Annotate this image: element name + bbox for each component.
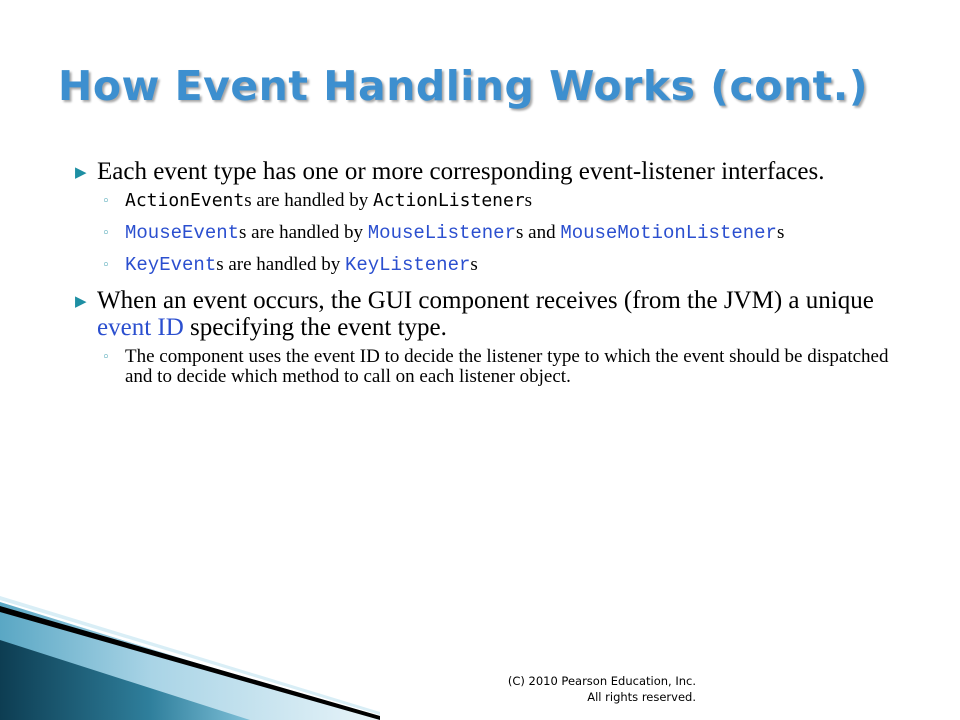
sub-bullet-dispatch [75, 347, 915, 387]
bullet-level1-event-id [75, 287, 915, 341]
ring-bullet-icon: ◦ [102, 194, 110, 209]
bullet-text: Each event type has one or more corresponding event-listener interfaces. [97, 158, 825, 185]
copyright-line: (C) 2010 Pearson Education, Inc. [507, 674, 696, 688]
sub-bullet-mouse-events [75, 223, 915, 243]
slide-title: How Event Handling Works (cont.) [58, 62, 869, 110]
sub-text: s are handled by [239, 222, 368, 243]
triangle-right-icon: ▶ [75, 163, 87, 181]
slide-content [75, 158, 915, 399]
bullet-text-post: specifying the event type. [183, 314, 447, 341]
sub-text: s [776, 222, 785, 243]
sub-text: s and [516, 222, 561, 243]
sub-bullet-key-events [75, 255, 915, 275]
sub-text: The component uses the event ID to decide the listener type to which the event should be dispatched and to decide which method to call on each listener object. [125, 346, 889, 387]
code-action-listener: ActionListener [372, 190, 525, 211]
bullet-level1-event-types [75, 158, 915, 185]
ring-bullet-icon: ◦ [102, 350, 110, 365]
ring-bullet-icon: ◦ [102, 258, 110, 273]
code-mouse-listener: MouseListener [367, 222, 516, 244]
code-key-listener: KeyListener [344, 254, 471, 276]
sub-text: s [524, 190, 533, 211]
sub-bullet-action-events [75, 191, 915, 211]
copyright-footer [486, 673, 696, 705]
code-key-event: KeyEvent [125, 254, 217, 276]
sub-text: s are handled by [216, 254, 345, 275]
ring-bullet-icon: ◦ [102, 226, 110, 241]
rights-line: All rights reserved. [587, 690, 696, 704]
code-action-event: ActionEvent [125, 190, 245, 211]
code-mouse-event: MouseEvent [125, 222, 240, 244]
code-mouse-motion-listener: MouseMotionListener [560, 222, 777, 244]
sub-text: s are handled by [244, 190, 373, 211]
event-id-highlight: event ID [97, 314, 184, 341]
sub-text: s [470, 254, 478, 275]
triangle-right-icon: ▶ [75, 292, 87, 310]
bullet-text-pre: When an event occurs, the GUI component receives (from the JVM) a unique [97, 287, 874, 314]
